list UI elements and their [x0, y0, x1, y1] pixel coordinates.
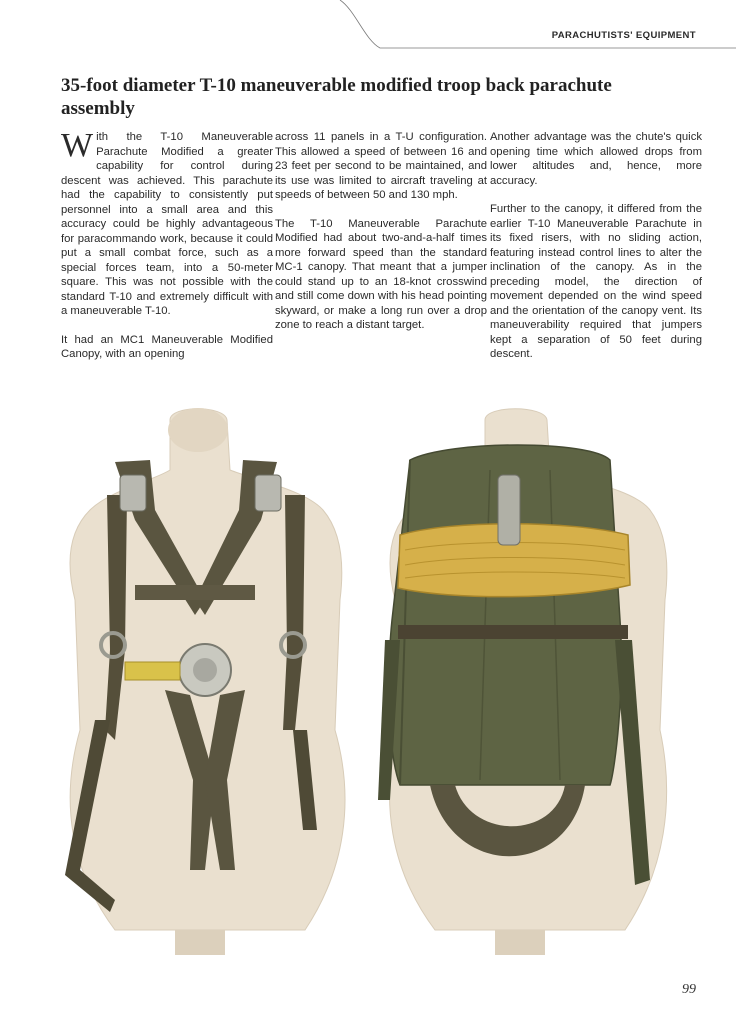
page-number: 99: [682, 982, 696, 997]
text-column-1: [61, 127, 273, 376]
article-body: [61, 127, 702, 385]
paragraph: Further to the canopy, it differed from the earlier T-10 Maneuverable Parachute in its fixed risers, with no sliding action, featuring instead control lines to alter the inclination of the canopy. As in the preceding model, the direction of movement depended on the wind speed and the orientation of the canopy vent. Its maneuverability required that jumpers kept a separation of 50 feet during descent.: [490, 203, 702, 360]
text-column-3: [490, 130, 702, 376]
section-label: PARACHUTISTS' EQUIPMENT: [551, 30, 696, 41]
paragraph: across 11 panels in a T-U configuration. This allowed a speed of between 16 and 23 feet per second to be maintained, and its use was limited to aircraft traveling at speeds of between 50 and 130 mph.: [275, 131, 487, 201]
paragraph: With the T-10 Maneuverable Parachute Modified a greater capability for control during descent was achieved. This parachute had the capability to consistently put personnel into a small area and this accuracy could be highly advantageous for paracommando work, because it could put a small combat force, such as a special forces team, into a 50-meter square. This was not possible with the standard T-10 and extremely difficult with a maneuverable T-10.: [61, 127, 273, 317]
drop-cap: W: [61, 127, 94, 164]
paragraph: The T-10 Maneuverable Parachute Modified had about two-and-a-half times more forward speed than the standard MC-1 canopy. That meant that a jumper could stand up to an 18-knot crosswind and still come down with his head pointing skyward, or make a long run over a drop zone to reach a distant target.: [275, 217, 487, 331]
text-column-2: [275, 130, 487, 347]
harness-front-photo: [55, 400, 355, 960]
paragraph: Another advantage was the chute's quick opening time which allowed drops from lower altitudes and, hence, more accuracy.: [490, 131, 702, 187]
article-title: 35-foot diameter T-10 maneuverable modified troop back parachute assembly: [61, 75, 612, 119]
paragraph: It had an MC1 Maneuverable Modified Canopy, with an opening: [61, 333, 273, 360]
parachute-pack-back-photo: [370, 400, 690, 960]
